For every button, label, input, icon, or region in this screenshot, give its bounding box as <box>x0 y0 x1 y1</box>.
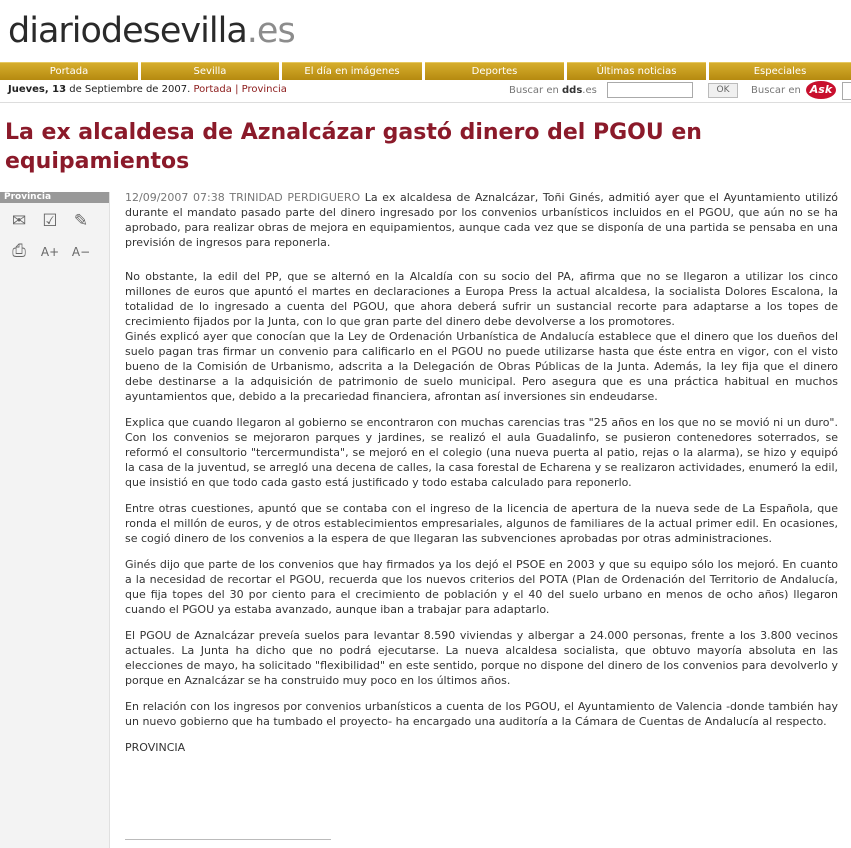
vote-icon[interactable]: ☑ <box>42 211 58 231</box>
paragraph-3: Explica que cuando llegaron al gobierno se encontraron con muchas carencias tras "25 años en los que no se movió ni un duro". Con los convenios se mejoraron parques y jardines, se realizó el aula Guadalinfo, se pusieron contenedores soterrados, se reformó el consultorio "tercermundista", se mejoró en el colegio (una nueva puerta al patio, rejas o la alarma), se hizo y equipó la casa de la juventud, se arregló una decena de calles, la casa forestal de Echarena y se realizaron actividades, enumeró la edil, que insistió en que todo cada gasto está justificado y todo estaba calculado para reponerlo. <box>125 416 838 489</box>
lead-text: La ex alcaldesa de Aznalcázar, Toñi Ginés, admitió ayer que el Ayuntamiento utilizó durante el mandato pasado parte del dinero ingresado por los convenios urbanísticos incluidos en el PGOU, que aún no se ha aprobado, para realizar obras de mejora en equipamientos, aunque cada vez que se disponía de una partida se pensaba en una previsión de ingresos para reponerla. <box>125 191 838 249</box>
search-dds-suffix: .es <box>582 85 597 96</box>
paragraph-7: En relación con los ingresos por convenios urbanísticos a cuenta de los PGOU, el Ayuntamiento de Valencia -donde también hay un nuevo gobierno que ha tumbado el proyecto- ha encargado una auditoría a la Cámara de Cuentas de Andalucía al respecto. <box>125 700 838 728</box>
ok-button[interactable]: OK <box>708 83 738 98</box>
breadcrumb-provincia[interactable]: Provincia <box>241 84 287 95</box>
tab-sevilla[interactable]: Sevilla <box>141 62 279 80</box>
logo-tld: .es <box>246 11 295 51</box>
footer-divider <box>125 839 331 840</box>
date-line <box>8 84 287 95</box>
tab-ultimas-noticias[interactable]: Últimas noticias <box>567 62 706 80</box>
search-dds-site: dds <box>562 85 583 96</box>
date-day: Jueves, 13 <box>8 84 67 95</box>
search-dds-prefix: Buscar en <box>509 85 562 96</box>
sidebar-heading: Provincia <box>0 192 109 203</box>
tab-portada[interactable]: Portada <box>0 62 138 80</box>
print-icon[interactable]: ⎙ <box>12 241 26 261</box>
logo-main: diariodesevilla <box>8 11 247 51</box>
font-smaller-icon[interactable]: A− <box>71 245 91 259</box>
article-tools-sidebar <box>0 192 110 848</box>
search-ask-label: Buscar en <box>751 85 801 96</box>
site-header <box>0 0 851 62</box>
paragraph-2: Ginés explicó ayer que conocían que la Ley de Ordenación Urbanística de Andalucía establece que el dinero que los dueños del suelo pagan tras firmar un convenio para calificarlo en el PGOU no puede utilizarse hasta que éste entra en vigor, con el visto bueno de la Comisión de Urbanismo, adscrita a la Delegación de Obras Públicas de la Junta. Además, la ley fija que el dinero debe destinarse a la adquisición de patrimonio de suelo municipal. Pero asegura que es una práctica habitual en muchos ayuntamientos que, debido a la precariedad financiera, afrontan así inversiones sin endeudarse. <box>125 330 838 403</box>
email-icon[interactable]: ✉ <box>11 211 27 231</box>
tab-especiales[interactable]: Especiales <box>709 62 851 80</box>
paragraph-8: PROVINCIA <box>125 741 186 754</box>
paragraph-4: Entre otras cuestiones, apuntó que se contaba con el ingreso de la licencia de apertura de la nueva sede de La Española, que ronda el millón de euros, y de otros establecimientos empresariales, algunos de familiares de la actual primer edil. En ocasiones, se cogió dinero de los convenios a la espera de que llegaran las subvenciones aprobadas por otras administraciones. <box>125 502 838 545</box>
date-rest: de Septiembre de 2007. <box>66 84 191 95</box>
search-dds-label <box>509 85 597 96</box>
breadcrumb-portada[interactable]: Portada <box>193 84 232 95</box>
search-dds-input[interactable] <box>607 82 693 98</box>
article-body <box>125 190 838 766</box>
article-title: La ex alcaldesa de Aznalcázar gastó dinero del PGOU en equipamientos <box>5 120 702 174</box>
comment-icon[interactable]: ✎ <box>73 211 89 231</box>
article-meta: 12/09/2007 07:38 TRINIDAD PERDIGUERO <box>125 191 361 204</box>
site-logo[interactable] <box>8 6 295 56</box>
breadcrumb-separator: | <box>231 84 242 95</box>
paragraph-1: No obstante, la edil del PP, que se alternó en la Alcaldía con su socio del PA, afirma que no se llegaron a utilizar los cinco millones de euros que apuntó el martes en declaraciones a Europa Press la actual alcaldesa, la socialista Dolores Escalona, la totalidad de lo ingresado a cuenta del PGOU, que ahora deberá sufrir un sustancial recorte para adaptarse a los topes de crecimiento fijados por la Junta, con lo que gran parte del dinero debe devolverse a los promotores. <box>125 270 838 328</box>
tab-deportes[interactable]: Deportes <box>425 62 564 80</box>
ask-logo: Ask <box>806 81 836 99</box>
tab-el-dia-en-imagenes[interactable]: El día en imágenes <box>282 62 422 80</box>
main-nav <box>0 62 851 79</box>
font-larger-icon[interactable]: A+ <box>40 245 60 259</box>
paragraph-6: El PGOU de Aznalcázar preveía suelos para levantar 8.590 viviendas y albergar a 24.000 personas, frente a los 3.800 vecinos actuales. La Junta ha dicho que no podrá ejecutarse. La nueva alcaldesa socialista, que obtuvo mayoría absoluta en las elecciones de mayo, ha solicitado "flexibilidad" en este sentido, porque no dispone del dinero de los convenios para devolverlo y porque en Aznalcázar se ha construido muy poco en los últimos años. <box>125 629 838 687</box>
search-ask-input[interactable] <box>842 82 851 100</box>
paragraph-5: Ginés dijo que parte de los convenios que hay firmados ya los dejó el PSOE en 2003 y que su equipo sólo los mejoró. En cuanto a la necesidad de recortar el PGOU, recuerda que los nuevos criterios del POTA (Plan de Ordenación del Territorio de Andalucía, que fija topes del 30 por ciento para el crecimiento de población y el 40 del suelo urbano en menos de ocho años) llegaron cuando el PGOU ya estaba avanzado, aunque iban a trabajar para adaptarlo. <box>125 558 838 616</box>
article-lead <box>125 190 838 250</box>
sub-bar <box>0 80 851 103</box>
tool-icons <box>0 203 109 272</box>
